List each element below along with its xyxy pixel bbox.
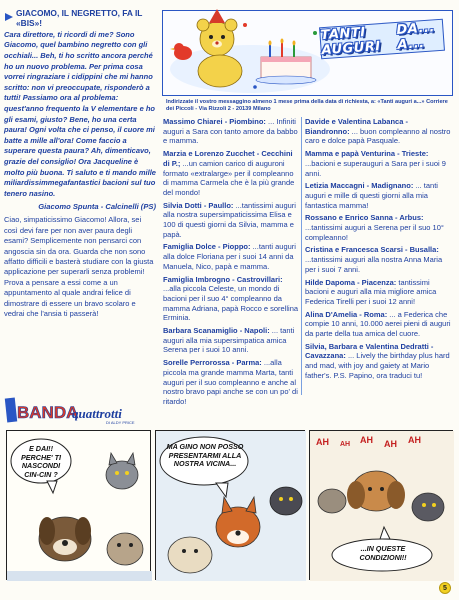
greeting-message: ...alla piccola ma grande mamma Marta, tanti auguri per il suo compleanno e anche al nostro bravo papi anche se con un po' di ritardo! <box>163 358 298 406</box>
greeting-entry <box>163 275 299 324</box>
letter-heading: GIACOMO, IL NEGRETTO, FA IL «BIS»! <box>16 8 143 29</box>
greeting-message: tantissimi bacioni e auguri alla mia migliore amica Federica Tirelli per i suoi 12 anni! <box>305 277 437 306</box>
greeting-sender: Famiglia Dolce - Pioppo: <box>163 242 251 252</box>
panel-2-speech: MA GINO NON POSSO PRESENTARMI ALLA NOSTRA VICINA... <box>166 442 244 469</box>
laugh-text-2: AH <box>340 441 351 448</box>
greeting-message: ...tantissimi auguri alla nostra supersimpaticissima Elisa e 100 di questi giorni da Silvia, mamma e papà. <box>163 200 296 239</box>
greeting-message: ... Lively the birthday plus hard and mad, with joy and gaiety at Mario father's. P.S. Papino, ora traduci tu! <box>305 351 450 380</box>
column-divider <box>301 117 302 395</box>
greetings-column-2 <box>305 117 454 399</box>
greeting-message: ...alla piccola Celeste, un mondo di bacioni per il suo 4° compleanno da mamma Adriana, papà Rocco e sorellina Erminia. <box>163 284 299 323</box>
auguri-header <box>162 10 453 96</box>
greeting-entry <box>163 242 299 271</box>
banda-logo-art <box>6 396 156 426</box>
greeting-sender: Massimo Chiarei - Piombino: <box>163 117 266 126</box>
comic-panel-1 <box>6 430 151 580</box>
greeting-sender: Alina D'Amelia - Roma: <box>305 309 388 319</box>
greeting-entry <box>305 278 454 307</box>
greeting-entry <box>305 245 454 274</box>
greeting-entry <box>305 342 454 381</box>
greeting-sender: Hilde Dapoma - Piacenza: <box>305 277 397 287</box>
greeting-entry <box>163 117 299 146</box>
submission-instructions: Indirizzate il vostro messaggino almeno 1 mese prima della data di richiesta, a: «Tanti auguri a...» Corriere dei Piccoli - Via Rizzoli 2 - 20139 Milano <box>166 99 448 112</box>
reply-body: Ciao, simpaticissimo Giacomo! Allora, sei così devi fare per non aver paura degli esami? Semplicemente non pensarci con angoscia sin da ora. Guarda che non sono affatto difficili e basterà studiare con la giusta applicazione per superarli senza problemi! Prova a pensare a essi come a un appuntamento al quale andrai felice di dimostrare di essere un bravo scolaro e vedrai che l'ansia ti passerà! <box>4 215 154 318</box>
greeting-entry <box>305 181 454 210</box>
comic-panel-2 <box>155 430 305 580</box>
panel-1-speech: E DAI!! PERCHE' TI NASCONDI CIN-CIN ? <box>20 444 62 479</box>
greeting-sender: Davide e Valentina Labanca - Biandronno: <box>305 117 408 136</box>
greetings-column-1 <box>163 117 299 406</box>
greeting-message: ...tanti auguri alla dolce Floriana per i suoi 14 anni da Manuela, Nico, papà e mamma. <box>163 242 296 271</box>
greeting-entry <box>163 201 299 240</box>
greeting-sender: Cristina e Francesca Scarsi - Busalla: <box>305 245 439 255</box>
comic-strip <box>6 430 453 580</box>
greeting-sender: Silvia Dotti - Paullo: <box>163 200 234 210</box>
page-number: 5 <box>439 582 451 594</box>
greeting-entry <box>305 310 454 339</box>
letter-signature: Giacomo Spunta - Calcinelli (PS) <box>38 202 156 212</box>
greeting-entry <box>305 149 454 178</box>
laugh-text-3: AH <box>360 435 373 445</box>
greeting-sender: Famiglia Imbrogno - Castrovillari: <box>163 274 283 284</box>
laugh-text-4: AH <box>384 439 397 449</box>
tanti-auguri-banner <box>319 19 445 60</box>
banner-line-2: DA... A... <box>395 20 436 53</box>
greeting-sender: Letizia Maccagni - Madignano: <box>305 181 414 191</box>
panel-3-speech: ...IN QUESTE CONDIZIONI!! <box>359 544 407 562</box>
greeting-entry <box>163 326 299 355</box>
greeting-message: ... Infiniti auguri a Sara con tanto amore da babbo e mamma. <box>163 117 298 146</box>
banda-credit: DI ALDY PRICE <box>106 420 135 425</box>
greeting-message: ...tantissimi auguri alla nostra Anna Maria per i suoi 7 anni. <box>305 255 443 274</box>
greeting-message: ... tanti auguri e mille di questi giorni alla mia fantastica mamma! <box>305 181 438 210</box>
letter-column <box>4 8 156 392</box>
banda-logo <box>6 396 156 426</box>
greeting-sender: Barbara Scanamiglio - Napoli: <box>163 326 270 336</box>
banda-word: BANDA <box>17 403 79 422</box>
greeting-message: ... buon compleanno al nostro caro e dolce papà Pasquale. <box>305 126 451 146</box>
banda-word-2: quattrotti <box>72 406 122 421</box>
comic-panel-3 <box>309 430 453 580</box>
greeting-message: ... tanti auguri alla mia supersimpatica amica Serena per i suoi 10 anni. <box>163 326 295 355</box>
greeting-entry <box>305 213 454 242</box>
laugh-text-1: AH <box>316 437 329 447</box>
letter-body: Cara direttore, ti ricordi di me? Sono Giacomo, quel bambino negretto con gli occhiali... Beh, ti ho scritto ancora perché ho un nuovo problema. Per prima cosa vorrei ringraziare i cidippini che mi hanno scritto: non vi preoccupate, risponderò a tutti! Passiamo ora al problema: quest'anno frequento la V elementare e ho gli esami, giusto? Bene, ho una certa paura! Ogni volta che ci penso, il cuore mi batte a mille all'ora! Come faccio a superare questa paura? Ah, dimenticavo, grazie del consiglio! Ora Jacqueline è molto più buona. Ti saluto e ti mando mille miliardissimmegafantastici bacioni sul tuo tenero nasino. <box>4 29 156 198</box>
greeting-message: ...bacioni e superauguri a Sara per i suoi 9 anni. <box>305 158 446 178</box>
greeting-sender: Silvia, Barbara e Valentina Dedratti - Cavazzana: <box>305 341 434 361</box>
teddy-bear-cake-illustration <box>165 13 335 95</box>
laugh-text-5: AH <box>408 435 421 445</box>
greeting-sender: Sorelle Perrorossa - Parma: <box>163 358 262 368</box>
greeting-sender: Marzia e Lorenzo Zucchet - Cecchini di P.; <box>163 149 293 168</box>
banner-line-1: TANTI AUGURI <box>320 25 382 59</box>
greeting-message: ... a Federica che compie 10 anni, 10.000 aerei pieni di auguri da parte della tua amica del cuore. <box>305 309 451 339</box>
greeting-message: ...un camion carico di auguroni formato «extralarge» per il compleanno di mamma Carmela che è la più grande del mondo! <box>163 158 295 197</box>
greeting-entry <box>305 117 454 146</box>
greeting-sender: Mamma e papà Venturina - Trieste: <box>305 149 429 159</box>
greeting-entry <box>163 358 299 407</box>
greeting-sender: Rossano e Enrico Sanna - Arbus: <box>305 213 424 223</box>
greeting-entry <box>163 149 299 198</box>
corner-mark-icon <box>4 12 14 22</box>
greeting-message: ...tantissimi auguri a Serena per il suo 10° compleanno! <box>305 223 444 242</box>
